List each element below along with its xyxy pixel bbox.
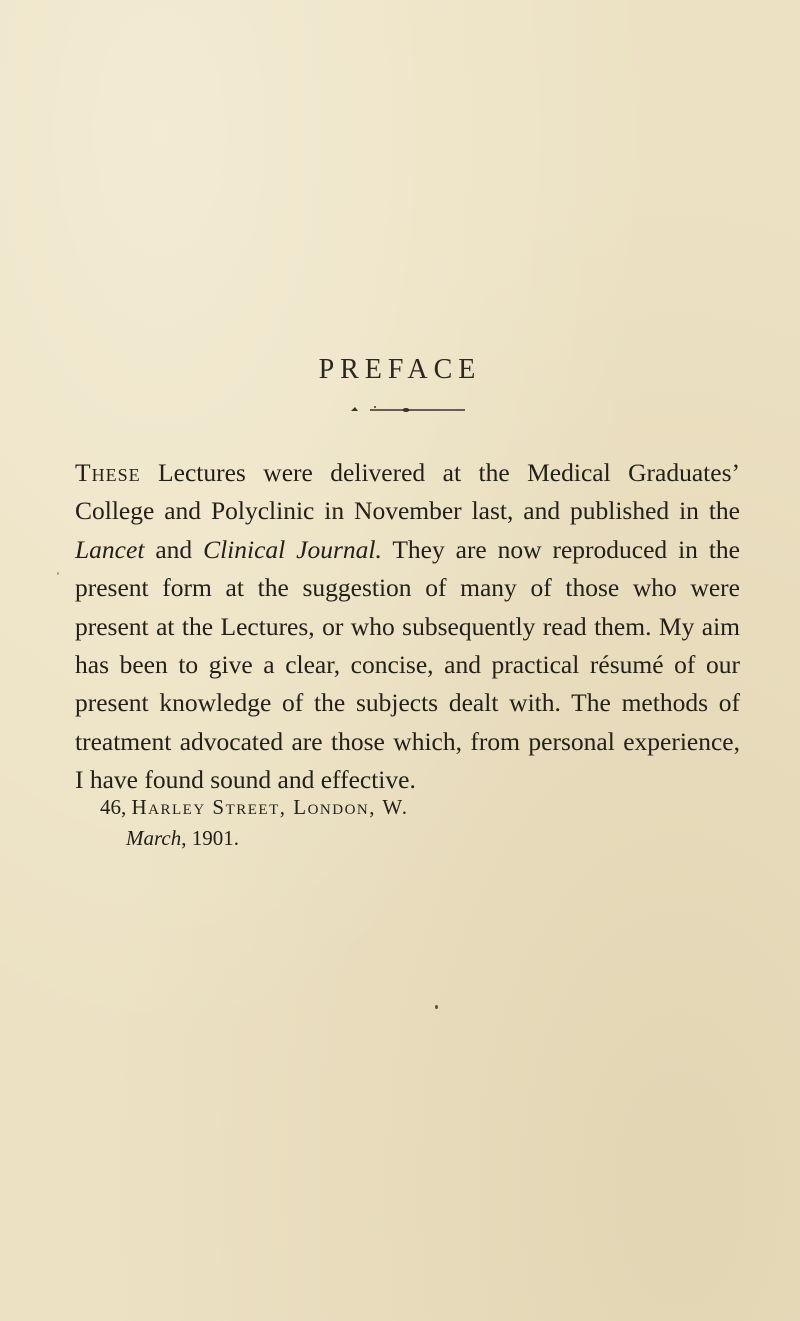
page-title: PREFACE	[318, 354, 482, 385]
lead-in-word: These	[75, 458, 141, 487]
date-month: March	[126, 826, 182, 850]
body-text-segment: They are now reproduced in the present form at the suggestion of many of those who were present at the Lectures, or who subsequently read them. My aim has been to give a clear, concise, and practical résumé of our present knowledge of the subjects dealt with. The methods of treatment advocated are those which, from personal experience, I have found sound and effective.	[75, 534, 741, 795]
journal-title: Clinical Journal.	[203, 534, 382, 564]
street-number: 46,	[100, 795, 132, 819]
ornamental-rule	[345, 400, 465, 414]
signature-date	[126, 826, 239, 851]
body-text-segment: Lectures were delivered at the Medical Graduates’ College and Polyclinic in November last, and published in the	[75, 458, 740, 526]
paper-speck	[435, 1005, 438, 1009]
journal-title: Lancet	[75, 534, 145, 564]
body-text-segment: and	[144, 534, 204, 564]
paper-speck	[57, 572, 59, 575]
author-address	[100, 795, 409, 820]
preface-body	[75, 454, 740, 800]
street-address: Harley Street, London, W.	[131, 795, 409, 819]
date-year: , 1901.	[181, 826, 239, 850]
